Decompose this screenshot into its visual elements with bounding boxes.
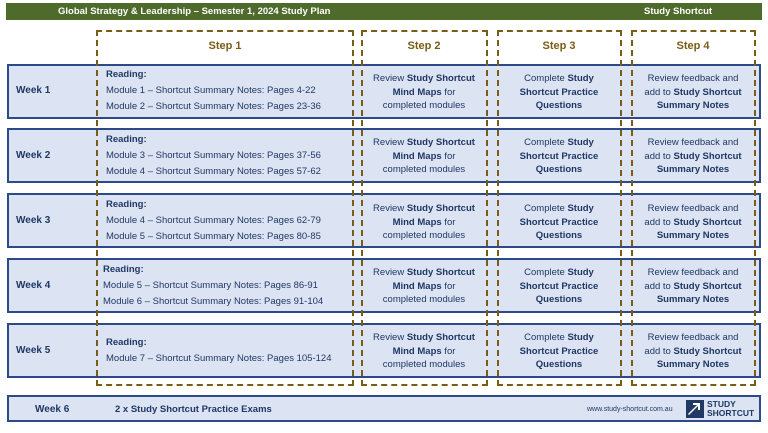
footer-row	[7, 395, 761, 422]
reading-item: Module 4 – Shortcut Summary Notes: Pages 57-62	[106, 166, 321, 177]
reading-heading: Reading:	[106, 134, 147, 145]
step-3-cell: Complete Study Shortcut Practice Questions	[519, 137, 599, 175]
step-3-cell: Complete Study Shortcut Practice Questions	[519, 267, 599, 305]
reading-item: Module 7 – Shortcut Summary Notes: Pages 105-124	[106, 353, 332, 364]
step-4-cell: Review feedback and add to Study Shortcut Summary Notes	[644, 137, 742, 175]
step-1-heading: Step 1	[208, 40, 242, 52]
step-4-cell: Review feedback and add to Study Shortcut Summary Notes	[644, 332, 742, 370]
week-label: Week 3	[16, 215, 51, 226]
study-shortcut-logo	[686, 398, 754, 420]
arrow-logo-icon	[686, 400, 704, 418]
reading-item: Module 2 – Shortcut Summary Notes: Pages 23-36	[106, 101, 321, 112]
reading-heading: Reading:	[106, 199, 147, 210]
reading-item: Module 4 – Shortcut Summary Notes: Pages 62-79	[106, 215, 321, 226]
step-2-cell: Review Study Shortcut Mind Maps for completed modules	[373, 73, 475, 111]
step-4-heading: Step 4	[676, 40, 710, 52]
reading-item: Module 5 – Shortcut Summary Notes: Pages 86-91	[103, 280, 318, 291]
step-4-cell: Review feedback and add to Study Shortcut Summary Notes	[644, 203, 742, 241]
reading-list	[103, 262, 323, 310]
step-2-cell: Review Study Shortcut Mind Maps for completed modules	[373, 332, 475, 370]
reading-item: Module 6 – Shortcut Summary Notes: Pages 91-104	[103, 296, 324, 307]
step-2-cell: Review Study Shortcut Mind Maps for completed modules	[373, 267, 475, 305]
practice-exams-label: 2 x Study Shortcut Practice Exams	[115, 404, 272, 415]
reading-list	[106, 335, 331, 367]
step-2-cell: Review Study Shortcut Mind Maps for completed modules	[373, 137, 475, 175]
reading-item: Module 3 – Shortcut Summary Notes: Pages 37-56	[106, 150, 321, 161]
week-label: Week 6	[35, 404, 70, 415]
step-3-heading: Step 3	[542, 40, 576, 52]
header-bar	[6, 3, 762, 20]
logo-text-line1: STUDY	[707, 398, 736, 409]
reading-heading: Reading:	[103, 264, 144, 275]
step-3-cell: Complete Study Shortcut Practice Questions	[519, 332, 599, 370]
step-2-heading: Step 2	[407, 40, 441, 52]
reading-item: Module 1 – Shortcut Summary Notes: Pages 4-22	[106, 85, 316, 96]
step-3-cell: Complete Study Shortcut Practice Questions	[519, 73, 599, 111]
logo-text-line2: SHORTCUT	[707, 408, 755, 418]
week-label: Week 4	[16, 280, 51, 291]
reading-list	[106, 132, 321, 180]
website-link[interactable]: www.study-shortcut.com.au	[587, 406, 673, 413]
reading-heading: Reading:	[106, 337, 147, 348]
reading-heading: Reading:	[106, 69, 147, 80]
step-4-cell: Review feedback and add to Study Shortcut Summary Notes	[644, 267, 742, 305]
week-label: Week 2	[16, 150, 51, 161]
reading-item: Module 5 – Shortcut Summary Notes: Pages 80-85	[106, 231, 321, 242]
reading-list	[106, 197, 321, 245]
week-label: Week 1	[16, 85, 51, 96]
step-3-cell: Complete Study Shortcut Practice Questions	[519, 203, 599, 241]
step-2-cell: Review Study Shortcut Mind Maps for completed modules	[373, 203, 475, 241]
brand-label: Study Shortcut	[644, 6, 713, 17]
page-title: Global Strategy & Leadership – Semester 1, 2024 Study Plan	[58, 6, 331, 17]
step-4-cell: Review feedback and add to Study Shortcut Summary Notes	[644, 73, 742, 111]
week-label: Week 5	[16, 345, 51, 356]
reading-list	[106, 67, 321, 115]
